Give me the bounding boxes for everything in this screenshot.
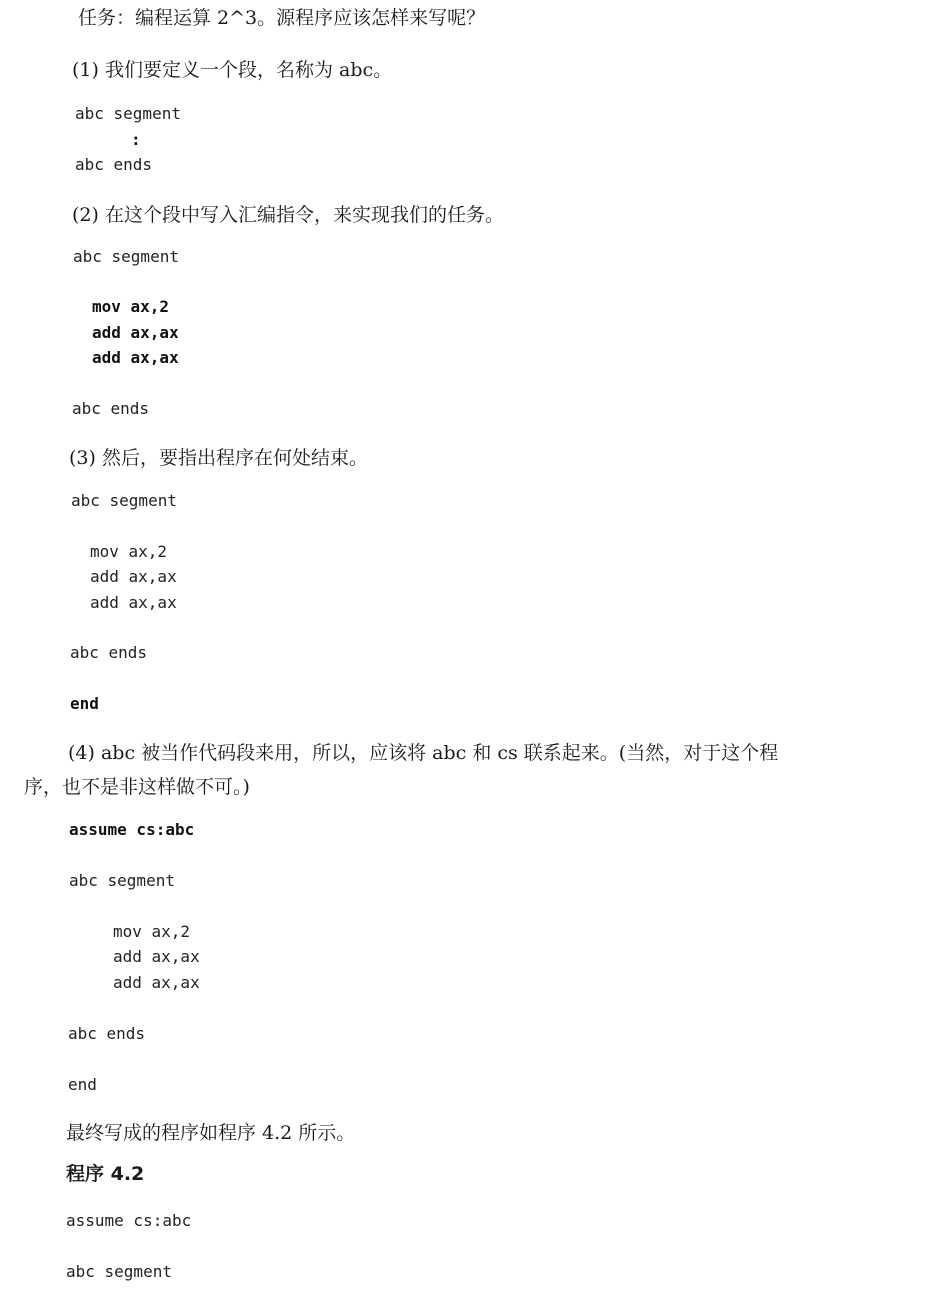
step3-code-line: mov ax,2 — [90, 542, 168, 561]
step3-code-line: add ax,ax — [90, 593, 177, 612]
task-paragraph: 任务：编程运算 2^3。源程序应该怎样来写呢？ — [78, 7, 486, 29]
step2-code-line-bold: add ax,ax — [92, 323, 179, 342]
step1-code-ellipsis: : — [131, 130, 141, 149]
step2-code-line: abc ends — [72, 399, 150, 418]
final-paragraph: 最终写成的程序如程序 4.2 所示。 — [66, 1122, 356, 1144]
step1-paragraph: (1) 我们要定义一个段，名称为 abc。 — [72, 59, 393, 81]
step4-paragraph-line2: 序，也不是非这样做不可。) — [24, 776, 250, 798]
step2-code-line-bold: add ax,ax — [92, 348, 179, 367]
step4-code-line: add ax,ax — [113, 973, 200, 992]
step3-code-line: abc segment — [71, 491, 177, 510]
step4-code-line: end — [68, 1075, 97, 1094]
step3-code-line: abc ends — [70, 643, 148, 662]
step4-code-line: add ax,ax — [113, 947, 200, 966]
step4-paragraph-line1: (4) abc 被当作代码段来用，所以，应该将 abc 和 cs 联系起来。(当然，对于这个程 — [68, 742, 779, 764]
program-code-line: abc segment — [66, 1262, 172, 1281]
program-heading: 程序 4.2 — [66, 1163, 145, 1185]
step3-paragraph: (3) 然后，要指出程序在何处结束。 — [69, 447, 368, 469]
step4-code-assume: assume cs:abc — [69, 820, 195, 839]
step3-code-end: end — [70, 694, 99, 713]
step4-code-line: mov ax,2 — [113, 922, 191, 941]
step2-code-line-bold: mov ax,2 — [92, 297, 170, 316]
program-code-line: assume cs:abc — [66, 1211, 192, 1230]
step1-code-line: abc segment — [75, 104, 181, 123]
step2-code-line: abc segment — [73, 247, 179, 266]
step2-paragraph: (2) 在这个段中写入汇编指令，来实现我们的任务。 — [72, 204, 504, 226]
step3-code-line: add ax,ax — [90, 567, 177, 586]
step1-code-line: abc ends — [75, 155, 153, 174]
step4-code-line: abc ends — [68, 1024, 146, 1043]
step4-code-line: abc segment — [69, 871, 175, 890]
